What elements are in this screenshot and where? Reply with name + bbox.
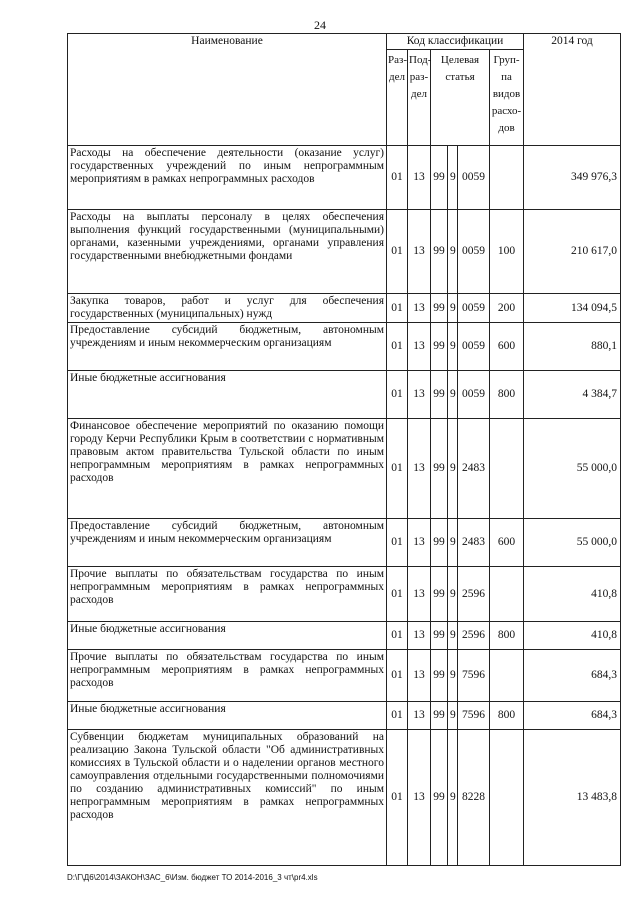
row-target-article-subprogram: 9 bbox=[448, 519, 458, 567]
row-target-article-code: 2596 bbox=[458, 567, 490, 622]
row-name: Финансовое обеспечение мероприятий по оказанию помощи городу Керчи Республики Крым в соответствии с нормативным правовым актом правительства Тульской области по иным непрограммным мероприятиям в рамках непрограммных расходов bbox=[68, 419, 387, 519]
table-row bbox=[68, 650, 621, 702]
row-target-article-code: 7596 bbox=[458, 702, 490, 730]
row-target-article-code: 8228 bbox=[458, 730, 490, 866]
row-target-article-program: 99 bbox=[431, 730, 448, 866]
row-target-article-code: 7596 bbox=[458, 650, 490, 702]
header-podrazdel: Под-раз-дел bbox=[408, 50, 431, 146]
row-target-article-subprogram: 9 bbox=[448, 622, 458, 650]
row-amount: 210 617,0 bbox=[524, 210, 621, 294]
header-target-article: Целевая статья bbox=[431, 50, 490, 146]
row-podrazdel: 13 bbox=[408, 519, 431, 567]
row-razdel: 01 bbox=[387, 650, 408, 702]
row-podrazdel: 13 bbox=[408, 730, 431, 866]
row-name: Субвенции бюджетам муниципальных образований на реализацию Закона Тульской области "Об административных комиссиях в Тульской области и о наделении органов местного самоуправления отдельными государственными полномочиями по созданию административных комиссий" по иным непрограммным мероприятиям в рамках непрограммных расходов bbox=[68, 730, 387, 866]
page-number: 24 bbox=[314, 18, 326, 32]
row-expense-type bbox=[490, 650, 524, 702]
table-row bbox=[68, 419, 621, 519]
row-expense-type bbox=[490, 567, 524, 622]
row-target-article-program: 99 bbox=[431, 294, 448, 323]
row-amount: 684,3 bbox=[524, 702, 621, 730]
table-row bbox=[68, 323, 621, 371]
table-row bbox=[68, 567, 621, 622]
row-razdel: 01 bbox=[387, 567, 408, 622]
row-razdel: 01 bbox=[387, 730, 408, 866]
row-podrazdel: 13 bbox=[408, 323, 431, 371]
row-name: Предоставление субсидий бюджетным, автономным учреждениям и иным некоммерческим организациям bbox=[68, 323, 387, 371]
row-podrazdel: 13 bbox=[408, 419, 431, 519]
row-podrazdel: 13 bbox=[408, 650, 431, 702]
row-razdel: 01 bbox=[387, 702, 408, 730]
row-expense-type: 100 bbox=[490, 210, 524, 294]
header-name: Наименование bbox=[68, 34, 387, 146]
row-expense-type: 600 bbox=[490, 519, 524, 567]
table-row bbox=[68, 210, 621, 294]
row-target-article-subprogram: 9 bbox=[448, 146, 458, 210]
row-amount: 410,8 bbox=[524, 567, 621, 622]
row-target-article-program: 99 bbox=[431, 419, 448, 519]
row-amount: 134 094,5 bbox=[524, 294, 621, 323]
row-podrazdel: 13 bbox=[408, 210, 431, 294]
row-amount: 13 483,8 bbox=[524, 730, 621, 866]
row-expense-type: 800 bbox=[490, 371, 524, 419]
row-target-article-code: 0059 bbox=[458, 210, 490, 294]
row-name: Прочие выплаты по обязательствам государства по иным непрограммным мероприятиям в рамках непрограммных расходов bbox=[68, 650, 387, 702]
row-podrazdel: 13 bbox=[408, 371, 431, 419]
table-row bbox=[68, 622, 621, 650]
row-expense-type bbox=[490, 419, 524, 519]
row-amount: 410,8 bbox=[524, 622, 621, 650]
row-podrazdel: 13 bbox=[408, 702, 431, 730]
header-classification: Код классификации bbox=[387, 34, 524, 50]
row-target-article-code: 2483 bbox=[458, 419, 490, 519]
row-razdel: 01 bbox=[387, 294, 408, 323]
row-target-article-code: 0059 bbox=[458, 371, 490, 419]
row-expense-type: 600 bbox=[490, 323, 524, 371]
table-row bbox=[68, 371, 621, 419]
row-razdel: 01 bbox=[387, 519, 408, 567]
table-row bbox=[68, 146, 621, 210]
row-target-article-program: 99 bbox=[431, 622, 448, 650]
row-name: Иные бюджетные ассигнования bbox=[68, 371, 387, 419]
row-amount: 55 000,0 bbox=[524, 519, 621, 567]
row-target-article-program: 99 bbox=[431, 210, 448, 294]
footer-file-path: D:\Г\Д6\2014\ЗАКОН\ЗАС_6\Изм. бюджет ТО 2014-2016_3 чт\pr4.xls bbox=[67, 873, 318, 882]
row-name: Иные бюджетные ассигнования bbox=[68, 702, 387, 730]
row-target-article-program: 99 bbox=[431, 371, 448, 419]
row-target-article-code: 2483 bbox=[458, 519, 490, 567]
row-razdel: 01 bbox=[387, 419, 408, 519]
row-target-article-program: 99 bbox=[431, 519, 448, 567]
row-target-article-subprogram: 9 bbox=[448, 650, 458, 702]
header-razdel: Раз-дел bbox=[387, 50, 408, 146]
row-target-article-subprogram: 9 bbox=[448, 371, 458, 419]
row-razdel: 01 bbox=[387, 210, 408, 294]
table-row bbox=[68, 730, 621, 866]
row-name: Расходы на выплаты персоналу в целях обеспечения выполнения функций государственными (муниципальными) органами, казенными учреждениями, органами управления государственными внебюджетными фондами bbox=[68, 210, 387, 294]
row-target-article-subprogram: 9 bbox=[448, 323, 458, 371]
row-podrazdel: 13 bbox=[408, 146, 431, 210]
row-target-article-program: 99 bbox=[431, 146, 448, 210]
header-year: 2014 год bbox=[524, 34, 621, 146]
row-target-article-subprogram: 9 bbox=[448, 294, 458, 323]
row-target-article-program: 99 bbox=[431, 323, 448, 371]
row-target-article-program: 99 bbox=[431, 567, 448, 622]
table-row bbox=[68, 519, 621, 567]
row-expense-type: 200 bbox=[490, 294, 524, 323]
budget-table bbox=[67, 33, 621, 866]
row-name: Закупка товаров, работ и услуг для обеспечения государственных (муниципальных) нужд bbox=[68, 294, 387, 323]
row-name: Предоставление субсидий бюджетным, автономным учреждениям и иным некоммерческим организациям bbox=[68, 519, 387, 567]
row-target-article-code: 0059 bbox=[458, 294, 490, 323]
table-row bbox=[68, 294, 621, 323]
row-expense-type: 800 bbox=[490, 622, 524, 650]
row-razdel: 01 bbox=[387, 371, 408, 419]
row-razdel: 01 bbox=[387, 622, 408, 650]
row-podrazdel: 13 bbox=[408, 622, 431, 650]
row-amount: 4 384,7 bbox=[524, 371, 621, 419]
row-podrazdel: 13 bbox=[408, 294, 431, 323]
row-razdel: 01 bbox=[387, 146, 408, 210]
row-amount: 349 976,3 bbox=[524, 146, 621, 210]
row-podrazdel: 13 bbox=[408, 567, 431, 622]
row-target-article-code: 0059 bbox=[458, 146, 490, 210]
header-vid-group: Груп-па видов расхо-дов bbox=[490, 50, 524, 146]
row-target-article-subprogram: 9 bbox=[448, 210, 458, 294]
row-razdel: 01 bbox=[387, 323, 408, 371]
row-target-article-program: 99 bbox=[431, 650, 448, 702]
row-expense-type: 800 bbox=[490, 702, 524, 730]
row-target-article-subprogram: 9 bbox=[448, 567, 458, 622]
row-target-article-subprogram: 9 bbox=[448, 730, 458, 866]
row-name: Прочие выплаты по обязательствам государства по иным непрограммным мероприятиям в рамках непрограммных расходов bbox=[68, 567, 387, 622]
row-amount: 684,3 bbox=[524, 650, 621, 702]
row-target-article-code: 0059 bbox=[458, 323, 490, 371]
table-row bbox=[68, 702, 621, 730]
row-name: Расходы на обеспечение деятельности (оказание услуг) государственных учреждений по иным непрограммным мероприятиям в рамках непрограммных расходов bbox=[68, 146, 387, 210]
row-amount: 55 000,0 bbox=[524, 419, 621, 519]
row-name: Иные бюджетные ассигнования bbox=[68, 622, 387, 650]
row-expense-type bbox=[490, 146, 524, 210]
row-amount: 880,1 bbox=[524, 323, 621, 371]
row-target-article-code: 2596 bbox=[458, 622, 490, 650]
row-expense-type bbox=[490, 730, 524, 866]
row-target-article-subprogram: 9 bbox=[448, 702, 458, 730]
row-target-article-subprogram: 9 bbox=[448, 419, 458, 519]
row-target-article-program: 99 bbox=[431, 702, 448, 730]
